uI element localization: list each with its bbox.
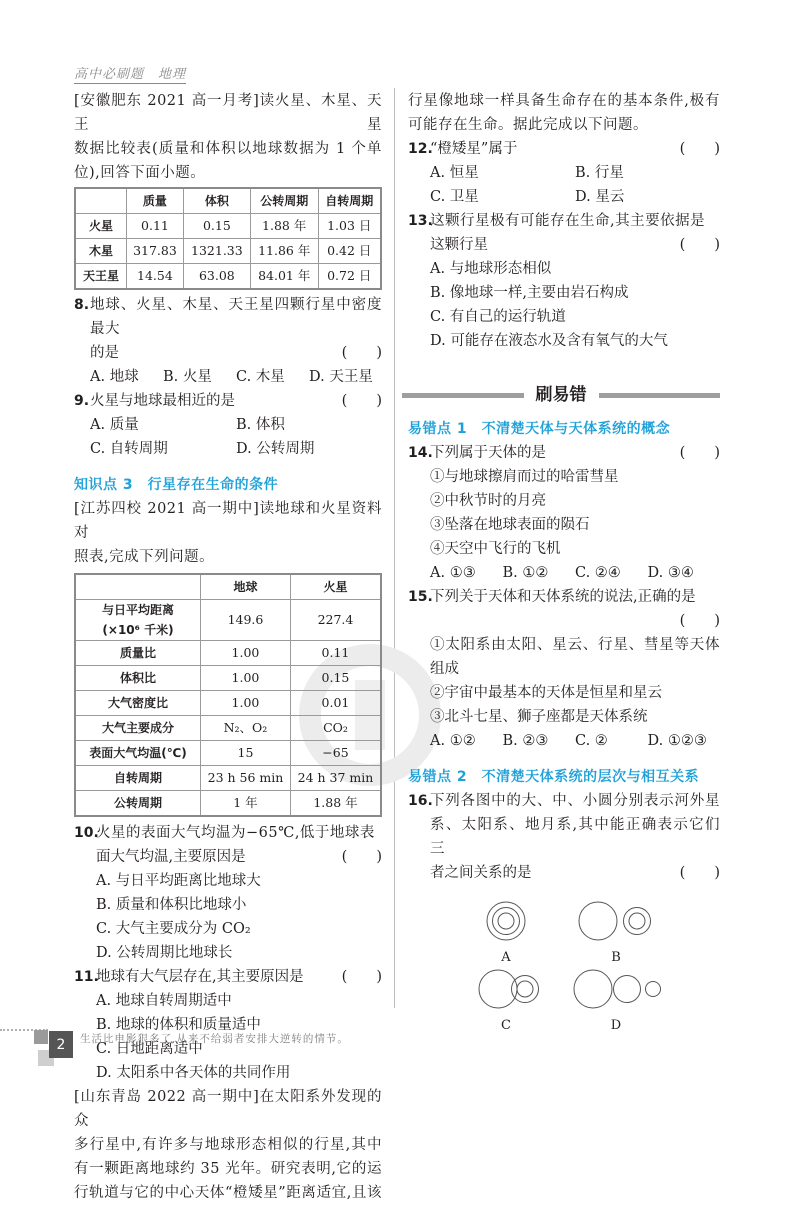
option-d[interactable]: D. 可能存在液态水及含有氧气的大气	[430, 333, 668, 349]
question-15-options	[408, 729, 720, 753]
option-c[interactable]: C. 日地距离适中	[96, 1041, 203, 1057]
row-header: 木星	[75, 239, 127, 264]
answer-blank[interactable]: ( )	[679, 141, 720, 157]
intro-passage-1-line: 数据比较表(质量和体积以地球数据为 1 个单	[74, 141, 382, 157]
running-header: 高中必刷题 地理	[74, 63, 186, 84]
row-header: 公转周期	[75, 791, 201, 817]
answer-blank[interactable]: ( )	[341, 849, 382, 865]
table-cell: 24 h 37 min	[290, 766, 381, 791]
option-a[interactable]: A. 恒星	[430, 165, 479, 181]
table-header-row	[75, 574, 381, 600]
question-number: 9.	[74, 393, 90, 409]
earth-mars-table	[74, 573, 382, 817]
statement-item: ④天空中飞行的飞机	[430, 541, 561, 557]
table-row	[75, 239, 381, 264]
table-cell: 0.01	[290, 691, 381, 716]
table-row	[75, 716, 381, 741]
answer-blank[interactable]: ( )	[679, 865, 720, 881]
table-row	[75, 691, 381, 716]
option-c[interactable]: C. 卫星	[430, 189, 479, 205]
row-header: 大气密度比	[75, 691, 201, 716]
right-column	[408, 89, 720, 1031]
option-a[interactable]: A. 质量	[90, 417, 139, 433]
option-a[interactable]: A. ①②	[430, 733, 476, 749]
question-12-options-row2	[408, 185, 720, 209]
option-a[interactable]: A. 地球自转周期适中	[96, 993, 232, 1009]
intro-passage-2: [江苏四校 2021 高一期中]读地球和火星资料对	[74, 501, 382, 541]
question-11	[74, 965, 382, 989]
table-header-cell	[75, 188, 127, 214]
circle-diagrams	[408, 891, 720, 1031]
question-text: 下列属于天体的是	[430, 445, 546, 461]
row-header: 天王星	[75, 264, 127, 290]
option-d[interactable]: D. 太阳系中各天体的共同作用	[96, 1065, 291, 1081]
intro-passage-3-line: 多行星中,有许多与地球形态相似的行星,其中	[74, 1137, 382, 1153]
question-text: 火星的表面大气均温为−65℃,低于地球表	[96, 825, 375, 841]
table-cell: 14.54	[127, 264, 184, 290]
table-row	[75, 600, 381, 641]
column-divider	[394, 88, 395, 1008]
option-b[interactable]: B. 火星	[163, 369, 212, 385]
table-row	[75, 791, 381, 817]
table-cell: 0.11	[290, 641, 381, 666]
question-number: 15.	[408, 589, 433, 605]
question-number: 16.	[408, 793, 433, 809]
diagram-c[interactable]	[479, 970, 539, 1008]
table-cell: CO₂	[290, 716, 381, 741]
knowledge-point-heading: 知识点 3 行星存在生命的条件	[74, 477, 279, 493]
table-cell: 1.00	[201, 666, 291, 691]
option-c[interactable]: C. 木星	[236, 369, 285, 385]
question-10	[74, 821, 382, 869]
option-d[interactable]: D. 星云	[575, 189, 625, 205]
table-cell: 1.88 年	[290, 791, 381, 817]
question-number: 12.	[408, 141, 433, 157]
option-d[interactable]: D. 公转周期	[236, 441, 315, 457]
statement-item: ③坠落在地球表面的陨石	[430, 517, 590, 533]
intro-passage-3-continued: 行星像地球一样具备生命存在的基本条件,极有	[408, 93, 720, 109]
error-point-heading: 易错点 2 不清楚天体系统的层次与相互关系	[408, 769, 700, 785]
table-row	[75, 666, 381, 691]
question-8	[74, 293, 382, 365]
option-a[interactable]: A. 与日平均距离比地球大	[96, 873, 261, 889]
table-cell: 1 年	[201, 791, 291, 817]
row-header: 与日平均距离(×10⁶ 千米)	[75, 600, 201, 641]
statement-item: ②宇宙中最基本的天体是恒星和星云	[430, 685, 662, 701]
intro-passage-3-line: 有一颗距离地球约 35 光年。研究表明,它的运	[74, 1161, 382, 1177]
table-cell: 1.00	[201, 641, 291, 666]
table-cell: 1321.33	[183, 239, 250, 264]
diagram-a[interactable]	[487, 902, 525, 940]
question-number: 10.	[74, 825, 99, 841]
option-a[interactable]: A. 地球	[90, 369, 139, 385]
question-text: 地球有大气层存在,其主要原因是	[96, 969, 304, 985]
question-number: 14.	[408, 445, 433, 461]
option-b[interactable]: B. 行星	[575, 165, 624, 181]
table-header-cell: 质量	[127, 188, 184, 214]
option-a[interactable]: A. ①③	[430, 565, 476, 581]
answer-blank[interactable]: ( )	[341, 393, 382, 409]
table-header-cell: 体积	[183, 188, 250, 214]
table-row	[75, 641, 381, 666]
table-row	[75, 214, 381, 239]
option-c[interactable]: C. 大气主要成分为 CO₂	[96, 921, 251, 937]
diagram-figure	[458, 891, 678, 1031]
table-cell: 0.15	[183, 214, 250, 239]
diagram-label-b: B	[611, 950, 621, 965]
table-cell: 1.00	[201, 691, 291, 716]
section-band	[402, 383, 720, 407]
intro-passage-3: [山东青岛 2022 高一期中]在太阳系外发现的众	[74, 1089, 382, 1129]
intro-passage-1: [安徽肥东 2021 高一月考]读火星、木星、天王星	[74, 93, 382, 133]
option-d[interactable]: D. ③④	[647, 565, 694, 581]
intro-passage-3-continued: 可能存在生命。据此完成以下问题。	[408, 117, 648, 133]
question-text: 的是	[90, 345, 119, 361]
section-rule	[599, 393, 721, 398]
table-cell: −65	[290, 741, 381, 766]
answer-blank[interactable]: ( )	[679, 613, 720, 629]
option-b[interactable]: B. 体积	[236, 417, 285, 433]
page-number: 2	[49, 1031, 73, 1058]
option-c[interactable]: C. ②	[575, 733, 608, 749]
table-row	[75, 264, 381, 290]
table-cell: 0.72 日	[318, 264, 381, 290]
table-row	[75, 741, 381, 766]
table-cell: 84.01 年	[250, 264, 318, 290]
option-b[interactable]: B. 地球的体积和质量适中	[96, 1017, 261, 1033]
diagram-label-c: C	[501, 1018, 511, 1031]
table-cell: 0.11	[127, 214, 184, 239]
section-rule	[402, 393, 524, 398]
intro-passage-2-line: 照表,完成下列问题。	[74, 549, 215, 565]
page-ornament	[34, 1030, 48, 1044]
table-cell: 11.86 年	[250, 239, 318, 264]
table-cell: N₂、O₂	[201, 716, 291, 741]
table-cell: 0.42 日	[318, 239, 381, 264]
table-cell: 1.03 日	[318, 214, 381, 239]
error-point-heading: 易错点 1 不清楚天体与天体系统的概念	[408, 421, 671, 437]
diagram-b[interactable]	[579, 902, 651, 940]
question-13	[408, 209, 720, 257]
diagram-d[interactable]	[574, 970, 661, 1008]
table-header-cell	[75, 574, 201, 600]
option-c[interactable]: C. 有自己的运行轨道	[430, 309, 566, 325]
option-b[interactable]: B. ②③	[502, 733, 549, 749]
row-header: 大气主要成分	[75, 716, 201, 741]
question-text: 这颗行星	[430, 237, 488, 253]
question-number: 13.	[408, 213, 433, 229]
section-title: 刷易错	[535, 385, 587, 405]
question-text: 系、太阳系、地月系,其中能正确表示它们三	[430, 817, 720, 857]
question-text: 火星与地球最相近的是	[90, 393, 235, 409]
question-text: 地球、火星、木星、天王星四颗行星中密度最大	[90, 297, 382, 337]
table-header-cell: 火星	[290, 574, 381, 600]
option-b[interactable]: B. ①②	[502, 565, 549, 581]
answer-blank[interactable]: ( )	[679, 237, 720, 253]
table-cell: 317.83	[127, 239, 184, 264]
table-cell: 149.6	[201, 600, 291, 641]
table-cell: 0.15	[290, 666, 381, 691]
question-14	[408, 441, 720, 465]
answer-blank[interactable]: ( )	[341, 345, 382, 361]
question-text: 下列各图中的大、中、小圆分别表示河外星	[430, 793, 720, 809]
option-d[interactable]: D. 公转周期比地球长	[96, 945, 233, 961]
table-cell: 227.4	[290, 600, 381, 641]
option-d[interactable]: D. ①②③	[647, 733, 707, 749]
table-header-cell: 自转周期	[318, 188, 381, 214]
question-text: “橙矮星”属于	[430, 141, 518, 157]
statement-item: ③北斗七星、狮子座都是天体系统	[430, 709, 648, 725]
question-8-options	[74, 365, 382, 389]
table-cell: 1.88 年	[250, 214, 318, 239]
question-15	[408, 585, 720, 609]
row-header: 表面大气均温(℃)	[75, 741, 201, 766]
row-header: 火星	[75, 214, 127, 239]
question-9-options	[74, 413, 382, 437]
answer-blank[interactable]: ( )	[341, 969, 382, 985]
question-text: 者之间关系的是	[430, 865, 532, 881]
option-b[interactable]: B. 像地球一样,主要由岩石构成	[430, 285, 629, 301]
question-14-options	[408, 561, 720, 585]
diagram-label-d: D	[610, 1018, 622, 1031]
statement-item: ②中秋节时的月亮	[430, 493, 546, 509]
question-text: 面大气均温,主要原因是	[96, 849, 246, 865]
answer-blank[interactable]: ( )	[679, 445, 720, 461]
row-header: 体积比	[75, 666, 201, 691]
question-text: 这颗行星极有可能存在生命,其主要依据是	[430, 213, 706, 229]
question-number: 11.	[74, 969, 99, 985]
option-b[interactable]: B. 质量和体积比地球小	[96, 897, 247, 913]
option-a[interactable]: A. 与地球形态相似	[430, 261, 552, 277]
statement-item: 组成	[430, 661, 459, 677]
intro-passage-1-line: 位),回答下面小题。	[74, 165, 206, 181]
table-row	[75, 766, 381, 791]
statement-item: ①与地球擦肩而过的哈雷彗星	[430, 469, 619, 485]
question-12	[408, 137, 720, 161]
option-c[interactable]: C. 自转周期	[90, 441, 168, 457]
table-header-cell: 公转周期	[250, 188, 318, 214]
footer-motto: 生活比电影狠多了,从来不给弱者安排大逆转的情节。	[80, 1033, 349, 1045]
question-text: 下列关于天体和天体系统的说法,正确的是	[430, 589, 696, 605]
diagram-label-a: A	[501, 950, 511, 965]
option-c[interactable]: C. ②④	[575, 565, 621, 581]
question-number: 8.	[74, 297, 90, 313]
question-16	[408, 789, 720, 885]
intro-passage-3-line: 行轨道与它的中心天体“橙矮星”距离适宜,且该	[74, 1185, 382, 1201]
question-12-options	[408, 161, 720, 185]
table-header-row	[75, 188, 381, 214]
planet-comparison-table	[74, 187, 382, 290]
option-d[interactable]: D. 天王星	[309, 369, 373, 385]
question-9-options-row2	[74, 437, 382, 461]
row-header: 质量比	[75, 641, 201, 666]
answer-blank-row	[408, 609, 720, 633]
table-cell: 63.08	[183, 264, 250, 290]
row-header: 自转周期	[75, 766, 201, 791]
table-cell: 15	[201, 741, 291, 766]
question-9	[74, 389, 382, 413]
table-header-cell: 地球	[201, 574, 291, 600]
table-cell: 23 h 56 min	[201, 766, 291, 791]
statement-item: ①太阳系由太阳、星云、行星、彗星等天体	[430, 637, 720, 653]
